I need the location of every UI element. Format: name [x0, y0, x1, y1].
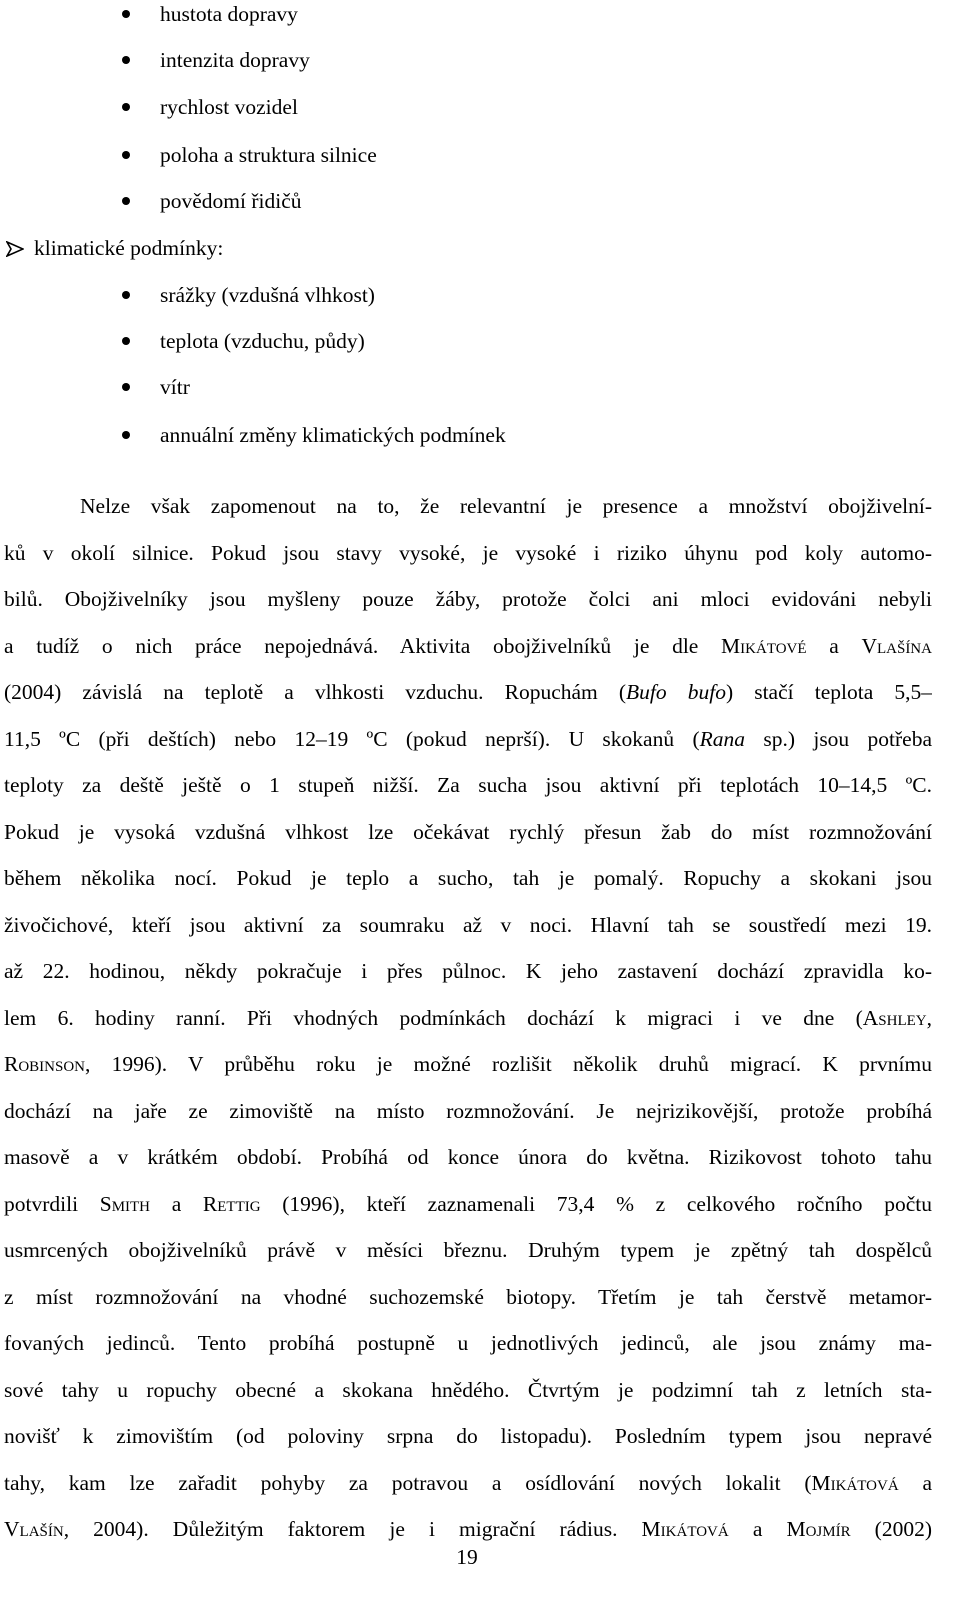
text-line: Nelze však zapomenout na to, že relevantní je presence a množství obojživelní- [80, 494, 932, 518]
text-line: Vlašín, 2004). Důležitým faktorem je i migrační rádius. Mikátová a Mojmír (2002) [4, 1517, 932, 1541]
text-line: dochází na jaře ze zimoviště na místo rozmnožování. Je nejrizikovější, protože probíhá [4, 1098, 932, 1123]
text-line: bilů. Obojživelníky jsou myšleny pouze žáby, protože čolci ani mloci evidováni nebyli [4, 587, 932, 611]
bullet-icon [122, 10, 130, 18]
author-name: Mikátové [721, 633, 807, 658]
text-line: Robinson, 1996). V průběhu roku je možné rozlišit několik druhů migrací. K prvnímu [4, 1052, 932, 1076]
text-line: z míst rozmnožování na vhodné suchozemské biotopy. Třetím je tah čerstvě metamor- [4, 1284, 932, 1309]
species-name: Bufo bufo [626, 680, 726, 704]
arrow-bullet-icon [6, 241, 24, 257]
text-line: 11,5 ºC (při deštích) nebo 12–19 ºC (pokud neprší). U skokanů (Rana sp.) jsou potřeba [4, 726, 932, 751]
species-name: Rana [699, 726, 745, 751]
page-number: 19 [456, 1545, 478, 1569]
text-line: až 22. hodinou, někdy pokračuje i přes půlnoc. K jeho zastavení dochází zpravidla ko- [4, 959, 932, 983]
bullet-icon [122, 56, 130, 64]
text-line: novišť k zimovištím (od poloviny srpna do listopadu). Posledním typem jsou nepravé [4, 1424, 932, 1448]
text-line: a tudíž o nich práce nepojednává. Aktivita obojživelníků je dle Mikátové a Vlašína [4, 633, 932, 658]
author-name: Mojmír [786, 1517, 851, 1541]
text-line: sové tahy u ropuchy obecné a skokana hnědého. Čtvrtým je podzimní tah z letních sta- [4, 1377, 932, 1402]
author-name: Smith [99, 1191, 151, 1216]
body-paragraph [4, 483, 932, 1553]
text-line: tahy, kam lze zařadit pohyby za potravou a osídlování nových lokalit (Mikátová a [4, 1470, 932, 1495]
text-line: usmrcených obojživelníků právě v měsíci březnu. Druhým typem je zpětný tah dospělců [4, 1238, 932, 1262]
bullet-icon [122, 151, 130, 159]
author-name: Rettig [202, 1191, 261, 1216]
author-name: Vlašína [861, 633, 932, 658]
author-name: Mikátová [641, 1517, 729, 1541]
bullet-icon [122, 103, 130, 111]
author-name: Ashley [862, 1005, 927, 1030]
text-line: ků v okolí silnice. Pokud jsou stavy vysoké, je vysoké i riziko úhynu pod koly automo- [4, 540, 932, 565]
author-name: Vlašín [4, 1517, 64, 1541]
bullet-icon [122, 383, 130, 391]
text-line: během několika nocí. Pokud je teplo a sucho, tah je pomalý. Ropuchy a skokani jsou [4, 866, 932, 890]
bullet-icon [122, 197, 130, 205]
bullet-icon [122, 431, 130, 439]
text-line: (2004) závislá na teplotě a vlhkosti vzduchu. Ropuchám (Bufo bufo) stačí teplota 5,5– [4, 680, 932, 704]
text-line: masově a v krátkém období. Probíhá od konce února do května. Rizikovost tohoto tahu [4, 1145, 932, 1169]
text-line: fovaných jedinců. Tento probíhá postupně u jednotlivých jedinců, ale jsou známy ma- [4, 1331, 932, 1355]
text-line: potvrdili Smith a Rettig (1996), kteří zaznamenali 73,4 % z celkového ročního počtu [4, 1191, 932, 1216]
text-line: živočichové, kteří jsou aktivní za soumraku až v noci. Hlavní tah se soustředí mezi 19. [4, 912, 932, 937]
author-name: Robinson [4, 1052, 86, 1076]
document-page: hustota dopravy intenzita dopravy rychlost vozidel poloha a struktura silnice povědomí řidičů klimatické podmínky: srážky (vzdušná vlhkost) teplota (vzduchu, půdy) vítr annuální změny klimatických podmínek Nelze však zapomenout na to, že relevantní je presence a množství obojživelní- ků v okolí silnice. Pokud jsou stavy vysoké, je vysoké i riziko úhynu pod koly automo- bilů. Obojživelníky jsou myšleny pouze žáby, protože čolci ani mloci evidováni nebyli a tudíž o nich práce nepojednává. Aktivita obojživelníků je dle Mikátové a Vlašína (2004) závislá na teplotě a vlhkosti vzduchu. Ropuchám (Bufo bufo) stačí teplota 5,5– 11,5 ºC (při deštích) nebo 12–19 ºC (pokud neprší). U skokanů (Rana sp.) jsou potřeba teploty za deště ještě o 1 stupeň nižší. Za sucha jsou aktivní při teplotách 10–14,5 ºC. Pokud je vysoká vzdušná vlhkost lze očekávat rychlý přesun žab do míst rozmnožování během několika nocí. Pokud je teplo a sucho, tah je pomalý. Ropuchy a skokani jsou živočichové, kteří jsou aktivní za soumraku až v noci. Hlavní tah se soustředí mezi 19. až 22. hodinou, někdy pokračuje i přes půlnoc. K jeho zastavení dochází zpravidla ko- lem 6. hodiny ranní. Při vhodných podmínkách dochází k migraci i ve dne (Ashley, Robinson, 1996). V průběhu roku je možné rozlišit několik druhů migrací. K prvnímu dochází na jaře ze zimoviště na místo rozmnožování. Je nejrizikovější, protože probíhá masově a v krátkém období. Probíhá od konce února do května. Rizikovost tohoto tahu potvrdili Smith a Rettig (1996), kteří zaznamenali 73,4 % z celkového ročního počtu usmrcených obojživelníků právě v měsíci březnu. Druhým typem je zpětný tah dospělců z míst rozmnožování na vhodné suchozemské biotopy. Třetím je tah čerstvě metamor- fovaných jedinců. Tento probíhá postupně u jednotlivých jedinců, ale jsou známy ma- sové tahy u ropuchy obecné a skokana hnědého. Čtvrtým je podzimní tah z letních sta- novišť k zimovištím (od poloviny srpna do listopadu). Posledním typem jsou nepravé tahy, kam lze zařadit pohyby za potravou a osídlování nových lokalit (Mikátová a Vlašín, 2004). Důležitým faktorem je i migrační rádius. Mikátová a Mojmír (2002) 19 [0, 0, 960, 1610]
text-line: teploty za deště ještě o 1 stupeň nižší. Za sucha jsou aktivní při teplotách 10–14,5 ºC. [4, 773, 932, 797]
bullet-icon [122, 337, 130, 345]
author-name: Mikátová [811, 1470, 899, 1495]
text-line: Pokud je vysoká vzdušná vlhkost lze očekávat rychlý přesun žab do míst rozmnožování [4, 819, 932, 844]
bullet-icon [122, 291, 130, 299]
text-line: lem 6. hodiny ranní. Při vhodných podmínkách dochází k migraci i ve dne (Ashley, [4, 1005, 932, 1030]
